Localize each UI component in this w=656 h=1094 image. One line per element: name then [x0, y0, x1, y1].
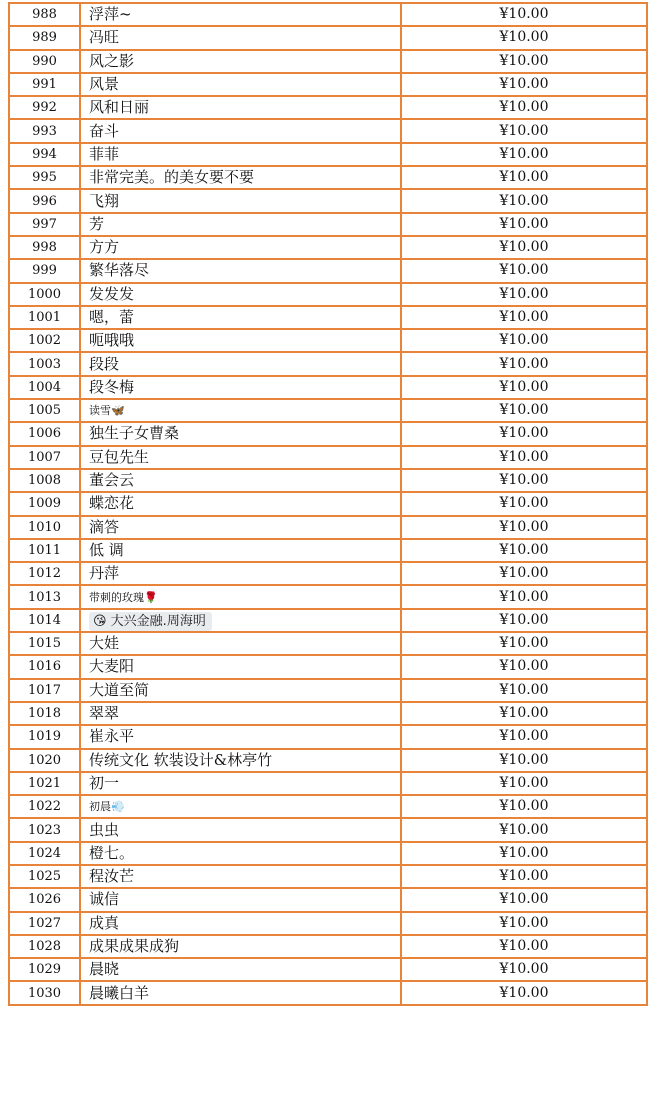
row-number: 1015 — [9, 632, 80, 655]
donation-amount: ¥10.00 — [401, 73, 647, 96]
row-number: 1021 — [9, 772, 80, 795]
donation-amount: ¥10.00 — [401, 958, 647, 981]
donor-name: 呃哦哦 — [80, 329, 401, 352]
donation-amount: ¥10.00 — [401, 492, 647, 515]
table-row — [9, 516, 647, 539]
donation-amount: ¥10.00 — [401, 96, 647, 119]
donation-amount: ¥10.00 — [401, 283, 647, 306]
table-row — [9, 609, 647, 632]
donation-amount: ¥10.00 — [401, 935, 647, 958]
table-row — [9, 725, 647, 748]
row-number: 1027 — [9, 912, 80, 935]
donor-name: 虫虫 — [80, 818, 401, 841]
table-row — [9, 818, 647, 841]
table-row — [9, 73, 647, 96]
donation-amount: ¥10.00 — [401, 143, 647, 166]
table-row — [9, 888, 647, 911]
donation-amount: ¥10.00 — [401, 795, 647, 818]
donor-name: 蝶恋花 — [80, 492, 401, 515]
donation-amount: ¥10.00 — [401, 539, 647, 562]
donor-name: 读雪🦋 — [80, 399, 401, 422]
donation-amount: ¥10.00 — [401, 632, 647, 655]
donor-name: 冯旺 — [80, 26, 401, 49]
donor-name: 奋斗 — [80, 119, 401, 142]
row-number: 997 — [9, 213, 80, 236]
row-number: 1008 — [9, 469, 80, 492]
row-number: 988 — [9, 3, 80, 26]
donor-name: 橙七。 — [80, 842, 401, 865]
table-row — [9, 772, 647, 795]
donation-amount: ¥10.00 — [401, 865, 647, 888]
row-number: 993 — [9, 119, 80, 142]
donor-name — [80, 609, 401, 632]
donor-name: 带刺的玫瑰🌹 — [80, 585, 401, 608]
donor-name: 成果成果成狗 — [80, 935, 401, 958]
donor-name: 芳 — [80, 213, 401, 236]
table-row — [9, 422, 647, 445]
table-row — [9, 259, 647, 282]
row-number: 989 — [9, 26, 80, 49]
row-number: 1014 — [9, 609, 80, 632]
donation-amount: ¥10.00 — [401, 329, 647, 352]
row-number: 992 — [9, 96, 80, 119]
donor-name: 滴答 — [80, 516, 401, 539]
donation-amount: ¥10.00 — [401, 236, 647, 259]
donation-amount: ¥10.00 — [401, 213, 647, 236]
row-number: 999 — [9, 259, 80, 282]
table-row — [9, 50, 647, 73]
table-row — [9, 329, 647, 352]
table-row — [9, 795, 647, 818]
row-number: 991 — [9, 73, 80, 96]
table-row — [9, 119, 647, 142]
donation-amount: ¥10.00 — [401, 888, 647, 911]
donation-amount: ¥10.00 — [401, 562, 647, 585]
row-number: 1017 — [9, 679, 80, 702]
table-row — [9, 399, 647, 422]
row-number: 990 — [9, 50, 80, 73]
donation-amount: ¥10.00 — [401, 399, 647, 422]
row-number: 1029 — [9, 958, 80, 981]
donation-amount: ¥10.00 — [401, 702, 647, 725]
table-row — [9, 539, 647, 562]
row-number: 1018 — [9, 702, 80, 725]
table-row — [9, 3, 647, 26]
table-row — [9, 492, 647, 515]
table-row — [9, 283, 647, 306]
table-row — [9, 469, 647, 492]
donor-name: 方方 — [80, 236, 401, 259]
row-number: 1019 — [9, 725, 80, 748]
donation-amount: ¥10.00 — [401, 166, 647, 189]
donation-amount: ¥10.00 — [401, 981, 647, 1004]
donation-amount: ¥10.00 — [401, 3, 647, 26]
table-row — [9, 213, 647, 236]
row-number: 1011 — [9, 539, 80, 562]
table-row — [9, 352, 647, 375]
donor-name: 翠翠 — [80, 702, 401, 725]
row-number: 1004 — [9, 376, 80, 399]
table-row — [9, 96, 647, 119]
donor-name: 诚信 — [80, 888, 401, 911]
donation-table-body — [9, 3, 647, 1005]
donor-name: 豆包先生 — [80, 446, 401, 469]
donor-name: 程汝芒 — [80, 865, 401, 888]
donor-name-badge: 😘 大兴金融.周海明 — [89, 612, 212, 631]
donation-amount: ¥10.00 — [401, 725, 647, 748]
donation-amount: ¥10.00 — [401, 189, 647, 212]
donor-name: 浮萍~ — [80, 3, 401, 26]
donor-name: 菲菲 — [80, 143, 401, 166]
table-row — [9, 446, 647, 469]
donor-name: 风之影 — [80, 50, 401, 73]
donation-amount: ¥10.00 — [401, 842, 647, 865]
donor-name: 崔永平 — [80, 725, 401, 748]
table-row — [9, 236, 647, 259]
row-number: 995 — [9, 166, 80, 189]
donation-amount: ¥10.00 — [401, 422, 647, 445]
donor-name: 成真 — [80, 912, 401, 935]
table-row — [9, 912, 647, 935]
donor-name: 嗯，蕾 — [80, 306, 401, 329]
donation-amount: ¥10.00 — [401, 749, 647, 772]
donor-name: 大道至简 — [80, 679, 401, 702]
donor-name: 大麦阳 — [80, 655, 401, 678]
table-row — [9, 189, 647, 212]
table-row — [9, 26, 647, 49]
table-row — [9, 306, 647, 329]
donation-amount: ¥10.00 — [401, 50, 647, 73]
table-row — [9, 376, 647, 399]
table-row — [9, 679, 647, 702]
donation-amount: ¥10.00 — [401, 446, 647, 469]
donor-name: 董会云 — [80, 469, 401, 492]
table-row — [9, 143, 647, 166]
table-row — [9, 655, 647, 678]
donor-name: 飞翔 — [80, 189, 401, 212]
table-row — [9, 166, 647, 189]
donor-name: 发发发 — [80, 283, 401, 306]
donation-table — [8, 2, 648, 1006]
donation-amount: ¥10.00 — [401, 655, 647, 678]
donor-name: 大娃 — [80, 632, 401, 655]
row-number: 1022 — [9, 795, 80, 818]
donor-name: 丹萍 — [80, 562, 401, 585]
donor-name: 非常完美。的美女要不要 — [80, 166, 401, 189]
donation-amount: ¥10.00 — [401, 772, 647, 795]
row-number: 994 — [9, 143, 80, 166]
donation-amount: ¥10.00 — [401, 469, 647, 492]
table-row — [9, 702, 647, 725]
donor-name: 初一 — [80, 772, 401, 795]
row-number: 1007 — [9, 446, 80, 469]
donor-name: 低 调 — [80, 539, 401, 562]
table-row — [9, 632, 647, 655]
table-row — [9, 749, 647, 772]
donor-name: 传统文化 软装设计&林亭竹 — [80, 749, 401, 772]
donor-name: 风景 — [80, 73, 401, 96]
donation-amount: ¥10.00 — [401, 818, 647, 841]
table-row — [9, 865, 647, 888]
table-row — [9, 842, 647, 865]
row-number: 1016 — [9, 655, 80, 678]
donation-amount: ¥10.00 — [401, 306, 647, 329]
table-row — [9, 585, 647, 608]
row-number: 1000 — [9, 283, 80, 306]
row-number: 1001 — [9, 306, 80, 329]
row-number: 1013 — [9, 585, 80, 608]
donor-name: 初晨💨 — [80, 795, 401, 818]
row-number: 1024 — [9, 842, 80, 865]
row-number: 1026 — [9, 888, 80, 911]
donation-amount: ¥10.00 — [401, 516, 647, 539]
donation-amount: ¥10.00 — [401, 912, 647, 935]
donation-amount: ¥10.00 — [401, 26, 647, 49]
donation-amount: ¥10.00 — [401, 259, 647, 282]
row-number: 998 — [9, 236, 80, 259]
donor-name: 段段 — [80, 352, 401, 375]
donor-name: 风和日丽 — [80, 96, 401, 119]
row-number: 1010 — [9, 516, 80, 539]
donation-amount: ¥10.00 — [401, 119, 647, 142]
row-number: 996 — [9, 189, 80, 212]
row-number: 1002 — [9, 329, 80, 352]
row-number: 1028 — [9, 935, 80, 958]
row-number: 1030 — [9, 981, 80, 1004]
table-row — [9, 935, 647, 958]
donation-amount: ¥10.00 — [401, 609, 647, 632]
row-number: 1006 — [9, 422, 80, 445]
row-number: 1012 — [9, 562, 80, 585]
donor-name: 晨晓 — [80, 958, 401, 981]
donation-amount: ¥10.00 — [401, 376, 647, 399]
table-row — [9, 562, 647, 585]
row-number: 1003 — [9, 352, 80, 375]
row-number: 1009 — [9, 492, 80, 515]
donor-name: 晨曦白羊 — [80, 981, 401, 1004]
table-row — [9, 981, 647, 1004]
row-number: 1023 — [9, 818, 80, 841]
donation-amount: ¥10.00 — [401, 679, 647, 702]
donor-name: 繁华落尽 — [80, 259, 401, 282]
donor-name: 段冬梅 — [80, 376, 401, 399]
donation-amount: ¥10.00 — [401, 585, 647, 608]
table-row — [9, 958, 647, 981]
row-number: 1005 — [9, 399, 80, 422]
donation-amount: ¥10.00 — [401, 352, 647, 375]
row-number: 1025 — [9, 865, 80, 888]
donor-name: 独生子女曹桑 — [80, 422, 401, 445]
row-number: 1020 — [9, 749, 80, 772]
